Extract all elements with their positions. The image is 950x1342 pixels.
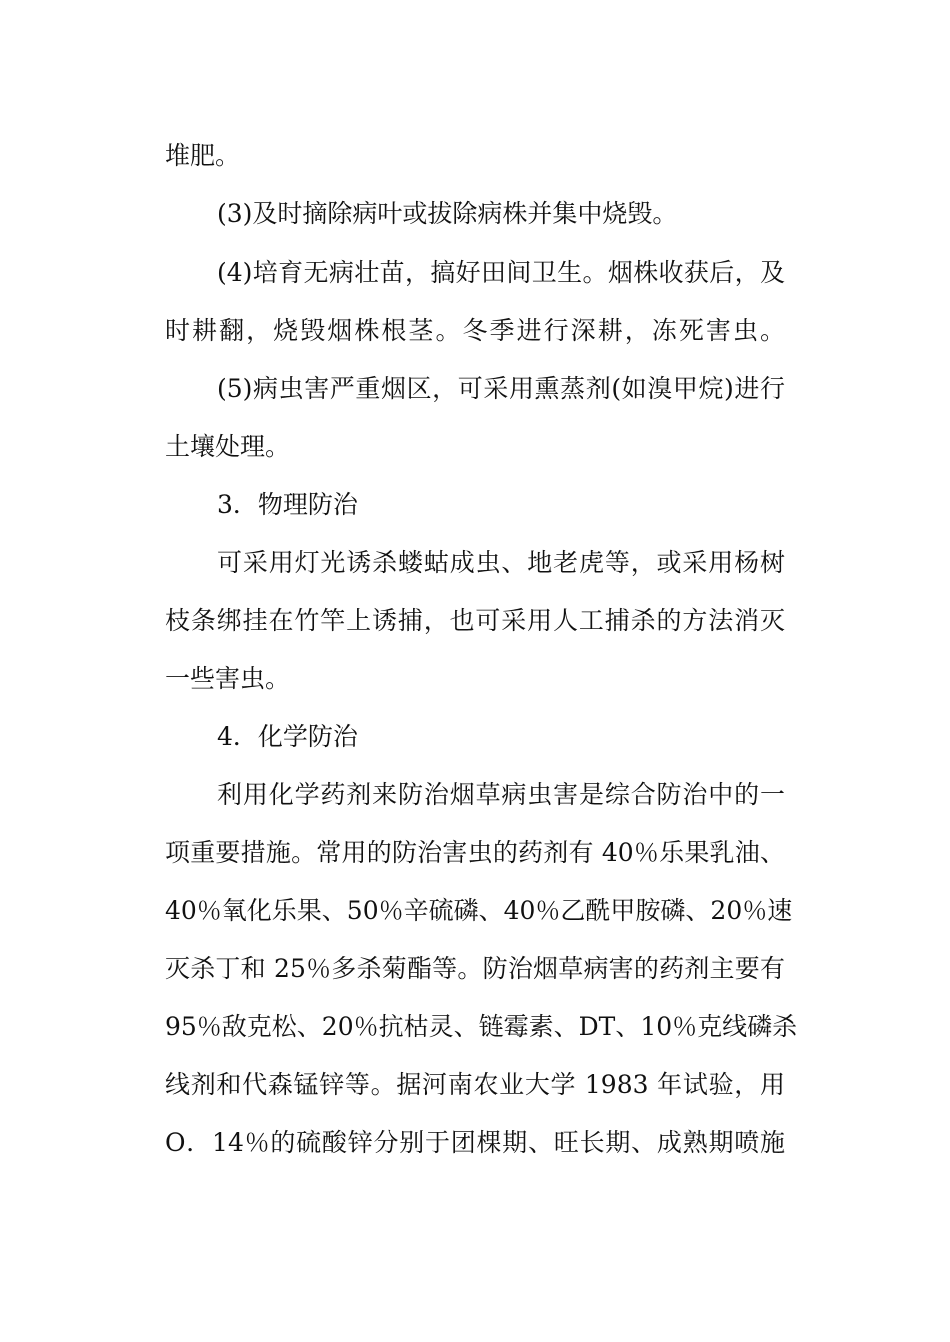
text-line: (5)病虫害严重烟区，可采用熏蒸剂(如溴甲烷)进行	[217, 374, 785, 403]
text-line: 灭杀丁和 25％多杀菊酯等。防治烟草病害的药剂主要有	[165, 954, 785, 983]
text-line: 可采用灯光诱杀蝼蛄成虫、地老虎等，或采用杨树	[217, 548, 785, 577]
text-line: 项重要措施。常用的防治害虫的药剂有 40％乐果乳油、	[165, 838, 785, 867]
text-line: (4)培育无病壮苗，搞好田间卫生。烟株收获后，及	[217, 258, 785, 287]
text-line: (3)及时摘除病叶或拔除病株并集中烧毁。	[217, 199, 678, 228]
text-line: 一些害虫。	[165, 664, 291, 693]
text-line: 堆肥。	[165, 141, 241, 170]
text-line: 利用化学药剂来防治烟草病虫害是综合防治中的一	[217, 780, 785, 809]
section-heading: 4．化学防治	[217, 722, 358, 751]
text-line: 枝条绑挂在竹竿上诱捕，也可采用人工捕杀的方法消灭	[165, 606, 785, 635]
text-line: 95％敌克松、20％抗枯灵、链霉素、DT、10％克线磷杀	[165, 1012, 798, 1041]
text-line: 线剂和代森锰锌等。据河南农业大学 1983 年试验，用	[165, 1070, 785, 1099]
text-line: O．14％的硫酸锌分别于团棵期、旺长期、成熟期喷施	[165, 1128, 785, 1157]
text-line: 时耕翻，烧毁烟株根茎。冬季进行深耕，冻死害虫。	[165, 316, 785, 345]
text-line: 40％氧化乐果、50％辛硫磷、40％乙酰甲胺磷、20％速	[165, 896, 793, 925]
text-line: 土壤处理。	[165, 432, 291, 461]
section-heading: 3．物理防治	[217, 490, 358, 519]
